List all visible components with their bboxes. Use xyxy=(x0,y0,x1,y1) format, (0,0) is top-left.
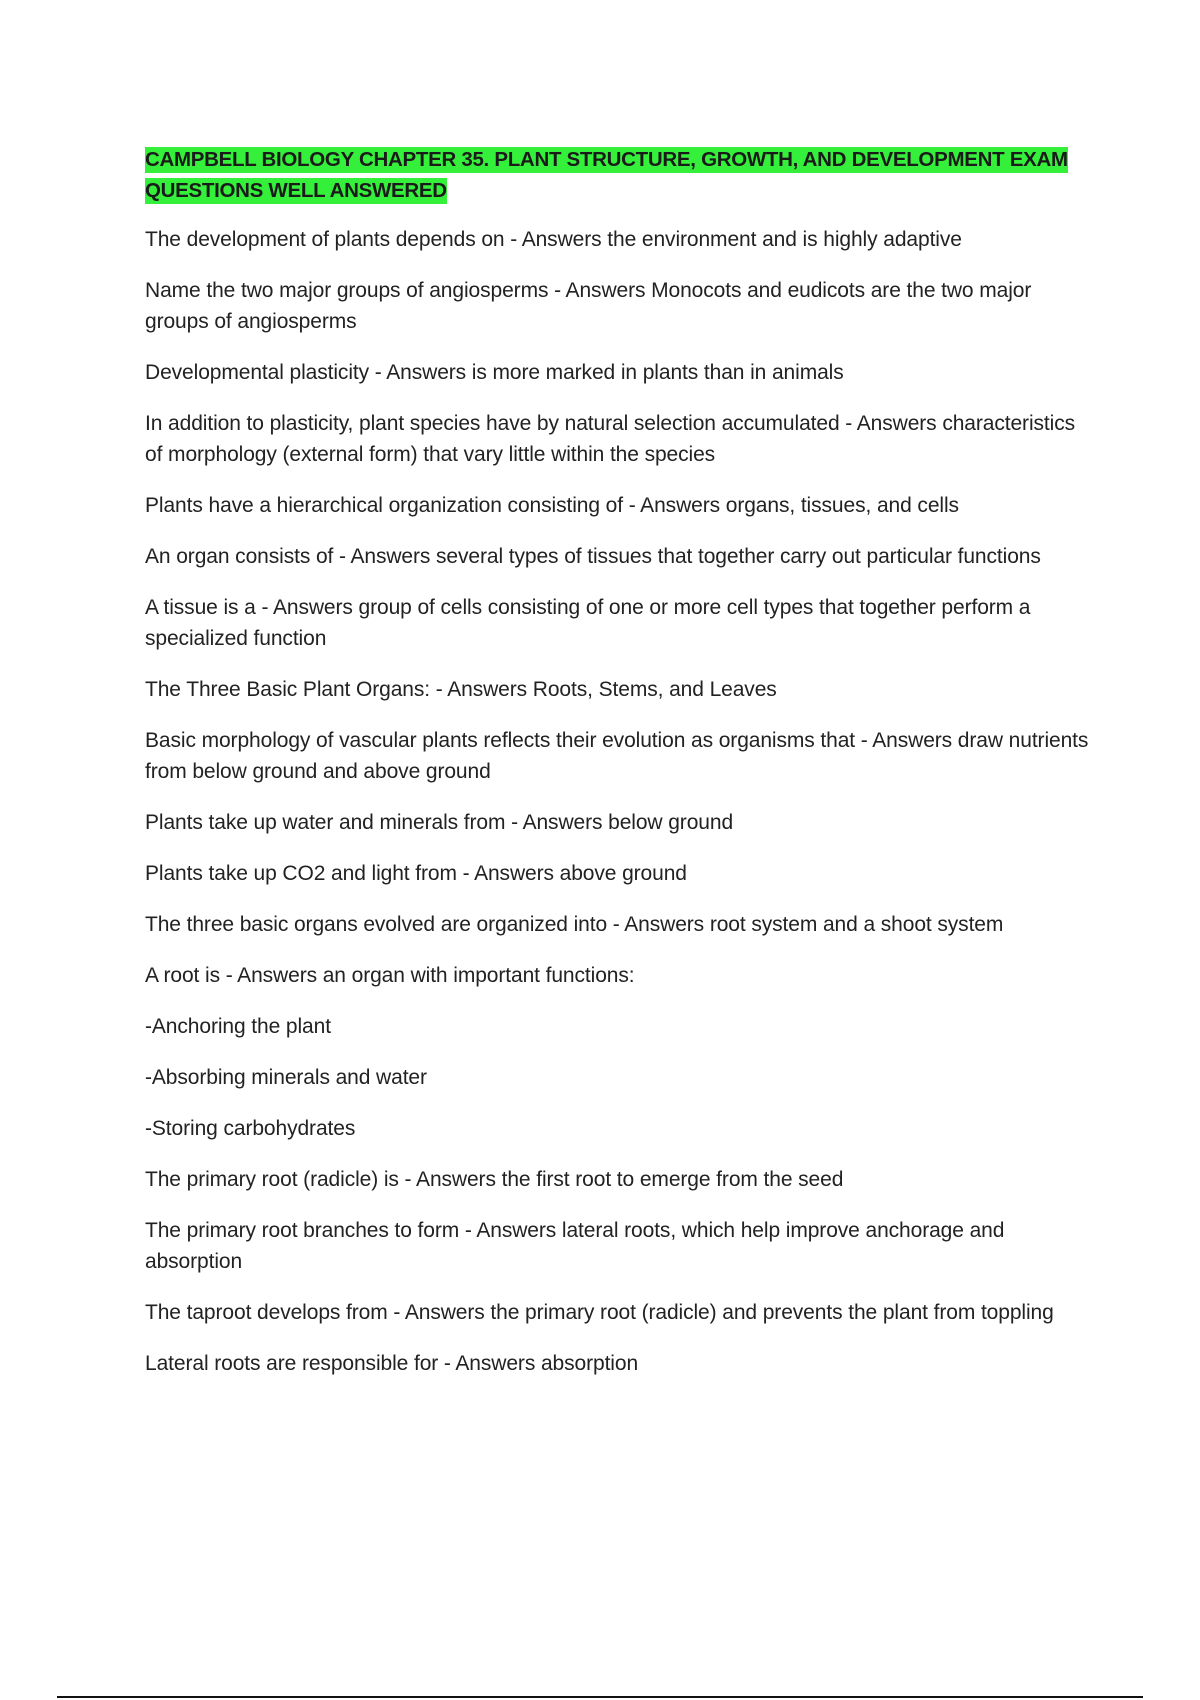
page-bottom-divider xyxy=(57,1696,1143,1698)
paragraph: An organ consists of - Answers several types of tissues that together carry out particular functions xyxy=(145,545,1041,568)
paragraph: Plants have a hierarchical organization consisting of - Answers organs, tissues, and cells xyxy=(145,494,959,517)
paragraph: The Three Basic Plant Organs: - Answers Roots, Stems, and Leaves xyxy=(145,678,777,701)
document-body xyxy=(145,224,1090,1399)
paragraph: The primary root branches to form - Answers lateral roots, which help improve anchorage and absorption xyxy=(145,1219,1005,1273)
paragraph: Developmental plasticity - Answers is more marked in plants than in animals xyxy=(145,361,844,384)
paragraph: A root is - Answers an organ with important functions: xyxy=(145,964,635,987)
list-item: -Anchoring the plant xyxy=(145,1015,331,1038)
title-highlight: CAMPBELL BIOLOGY CHAPTER 35. PLANT STRUCTURE, GROWTH, AND DEVELOPMENT EXAM QUESTIONS WELL ANSWERED xyxy=(145,148,1068,202)
document-title xyxy=(145,144,1085,206)
paragraph: The primary root (radicle) is - Answers the first root to emerge from the seed xyxy=(145,1168,844,1191)
paragraph: The development of plants depends on - Answers the environment and is highly adaptive xyxy=(145,228,962,251)
paragraph: The three basic organs evolved are organized into - Answers root system and a shoot system xyxy=(145,913,1004,936)
list-item: -Storing carbohydrates xyxy=(145,1117,356,1140)
paragraph: A tissue is a - Answers group of cells consisting of one or more cell types that together perform a specialized function xyxy=(145,596,1031,650)
paragraph: In addition to plasticity, plant species have by natural selection accumulated - Answers characteristics of morphology (external form) that vary little within the species xyxy=(145,412,1076,466)
paragraph: Plants take up CO2 and light from - Answers above ground xyxy=(145,862,687,885)
list-item: -Absorbing minerals and water xyxy=(145,1066,427,1089)
paragraph: Lateral roots are responsible for - Answers absorption xyxy=(145,1352,639,1375)
paragraph: Name the two major groups of angiosperms - Answers Monocots and eudicots are the two major groups of angiosperms xyxy=(145,279,1032,333)
paragraph: The taproot develops from - Answers the primary root (radicle) and prevents the plant from toppling xyxy=(145,1301,1054,1324)
paragraph: Basic morphology of vascular plants reflects their evolution as organisms that - Answers draw nutrients from below ground and above ground xyxy=(145,729,1089,783)
paragraph: Plants take up water and minerals from - Answers below ground xyxy=(145,811,734,834)
